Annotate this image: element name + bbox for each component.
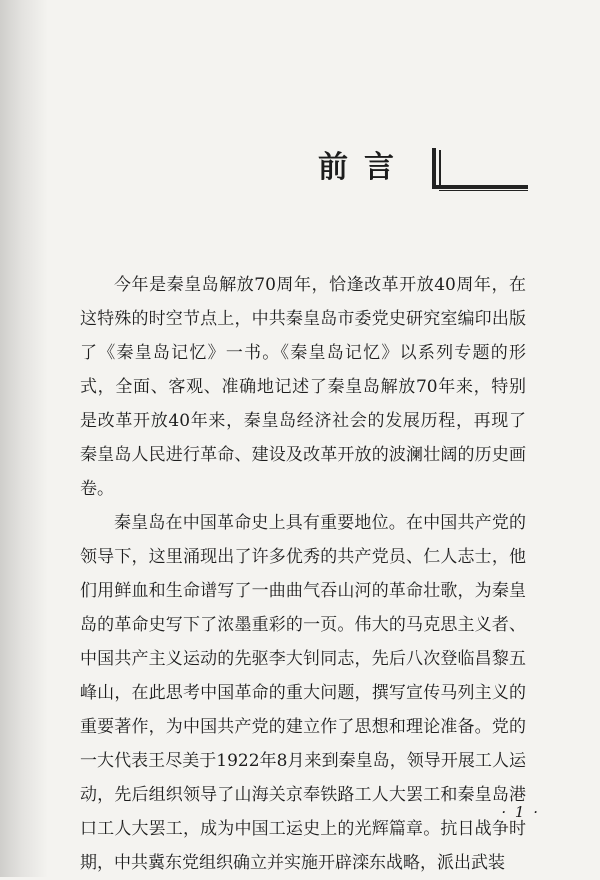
body-text (80, 268, 526, 880)
page-binding-shadow (0, 0, 48, 877)
paragraph-2: 秦皇岛在中国革命史上具有重要地位。在中国共产党的领导下，这里涌现出了许多优秀的共产党员、仁人志士，他们用鲜血和生命谱写了一曲曲气吞山河的革命壮歌，为秦皇岛的革命史写下了浓墨重彩的一页。伟大的马克思主义者、中国共产主义运动的先驱李大钊同志，先后八次登临昌黎五峰山，在此思考中国革命的重大问题，撰写宣传马列主义的重要著作，为中国共产党的建立作了思想和理论准备。党的一大代表王尽美于1922年8月来到秦皇岛，领导开展工人运动，先后组织领导了山海关京奉铁路工人大罢工和秦皇岛港口工人大罢工，成为中国工运史上的光辉篇章。抗日战争时期，中共冀东党组织确立并实施开辟滦东战略，派出武装 (80, 513, 526, 873)
title-bar-ornament (432, 148, 528, 192)
page-number: · 1 · (501, 803, 540, 821)
page-title: 前言 (318, 150, 410, 185)
paragraph-1: 今年是秦皇岛解放70周年，恰逢改革开放40周年，在这特殊的时空节点上，中共秦皇岛市委党史研究室编印出版了《秦皇岛记忆》一书。《秦皇岛记忆》以系列专题的形式，全面、客观、准确地记述了秦皇岛解放70年来，特别是改革开放40年来，秦皇岛经济社会的发展历程，再现了秦皇岛人民进行革命、建设及改革开放的波澜壮阔的历史画卷。 (80, 275, 526, 499)
heading-block (318, 148, 528, 192)
